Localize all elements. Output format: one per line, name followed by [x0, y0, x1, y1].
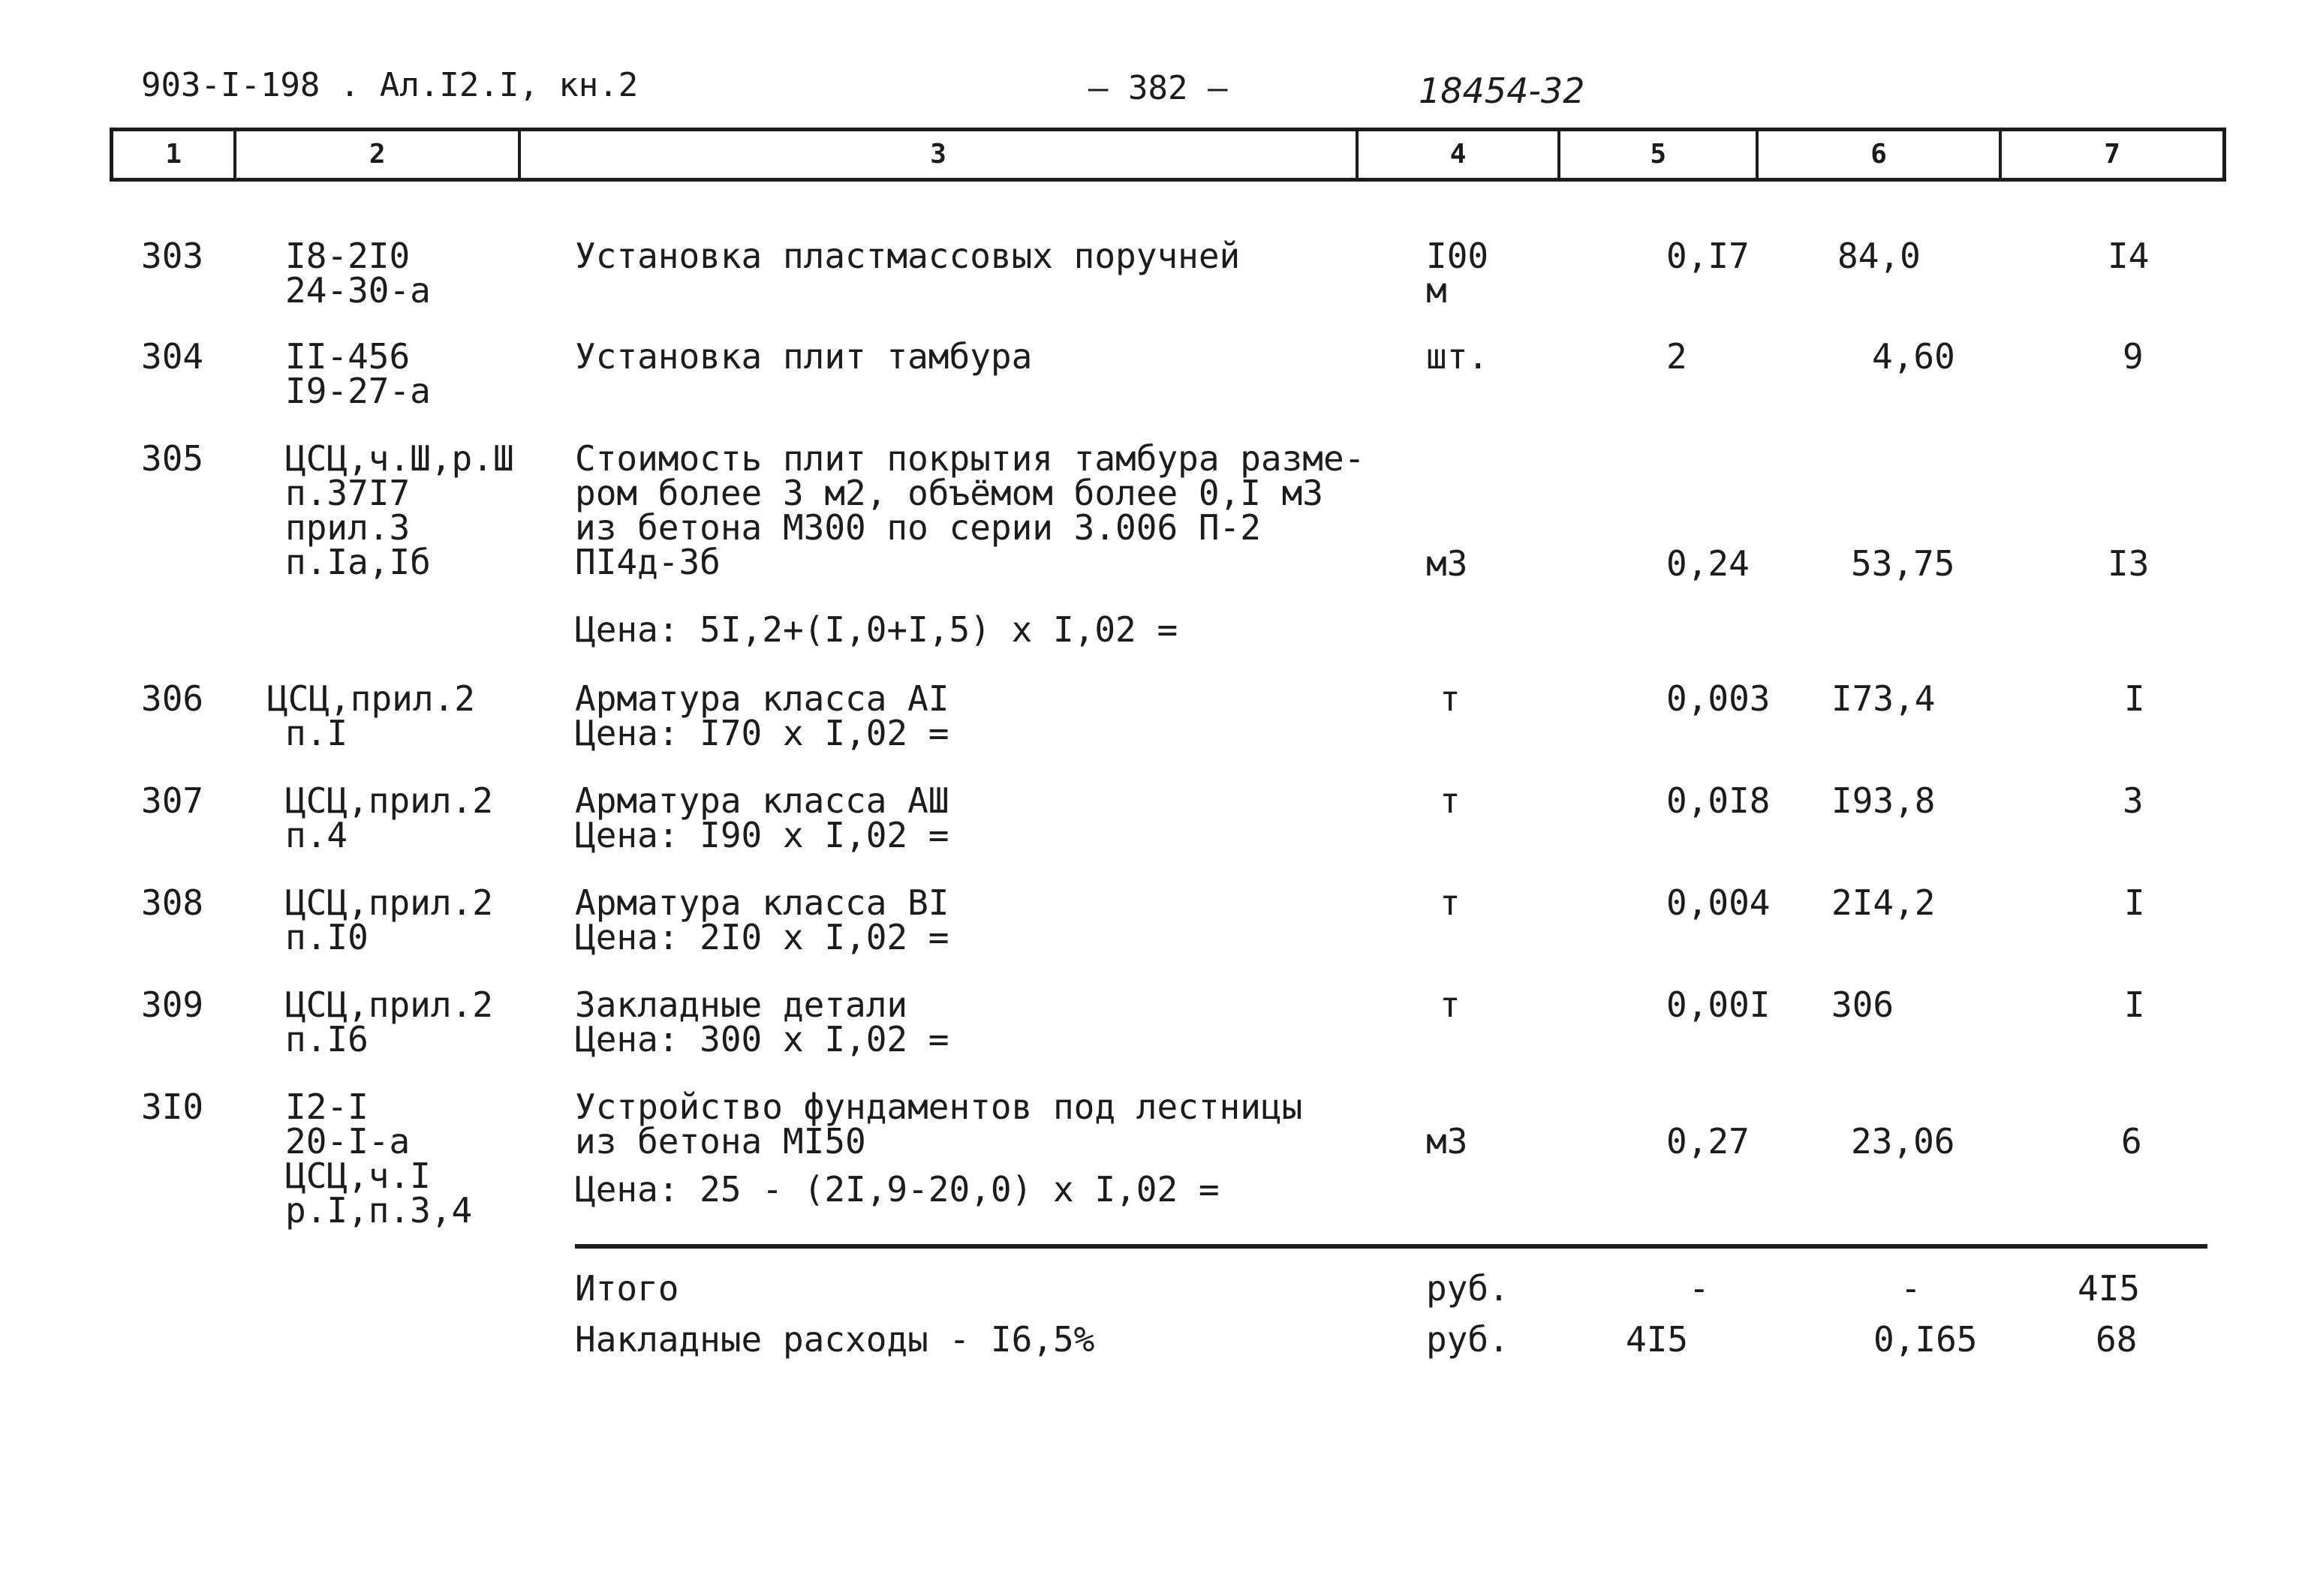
work-description: Арматура класса АШ Цена: I90 х I,02 = — [575, 780, 949, 855]
column-header-row — [110, 128, 2226, 182]
page-number: — 382 — — [1088, 69, 1228, 107]
row-number: 306 — [141, 678, 204, 719]
column-header-7: 7 — [2104, 139, 2120, 170]
row-total: 6 — [2121, 1121, 2142, 1162]
normative-code: ЦСЦ,прил.2 п.I — [267, 678, 475, 753]
row-total: I4 — [2108, 236, 2150, 276]
row-total: I3 — [2108, 543, 2150, 584]
summary-price: 0,I65 — [1873, 1319, 1978, 1360]
normative-code: ЦСЦ,прил.2 п.I6 — [285, 984, 493, 1059]
normative-code: I2-I 20-I-а ЦСЦ,ч.I р.I,п.3,4 — [285, 1087, 473, 1231]
row-number: 308 — [141, 882, 204, 923]
row-number: 3I0 — [141, 1087, 204, 1127]
unit-price: 84,0 — [1837, 236, 1921, 276]
summary-quantity: 4I5 — [1626, 1319, 1689, 1360]
summary-label: Итого — [575, 1268, 679, 1309]
normative-code: ЦСЦ,прил.2 п.I0 — [285, 882, 493, 957]
row-total: I — [2124, 984, 2145, 1025]
summary-price: - — [1900, 1268, 1921, 1309]
column-header-5: 5 — [1560, 131, 1759, 178]
row-total: 3 — [2123, 780, 2144, 821]
price-formula: Цена: 25 - (2I,9-20,0) х I,02 = — [575, 1169, 1220, 1210]
row-total: 9 — [2123, 336, 2144, 377]
summary-unit: руб. — [1426, 1319, 1509, 1360]
quantity: 0,24 — [1666, 543, 1750, 584]
unit: I00 м — [1426, 236, 1489, 311]
column-header-4: 4 — [1359, 131, 1560, 178]
unit-price: 53,75 — [1851, 543, 1955, 584]
unit: т — [1440, 882, 1461, 923]
unit-price: 2I4,2 — [1831, 882, 1936, 923]
unit: м3 — [1426, 543, 1468, 584]
quantity: 0,004 — [1666, 882, 1771, 923]
column-header-1: 1 — [113, 131, 236, 178]
unit-price: 23,06 — [1851, 1121, 1955, 1162]
unit: т — [1440, 678, 1461, 719]
summary-label: Накладные расходы - I6,5% — [575, 1319, 1095, 1360]
row-number: 304 — [141, 336, 204, 377]
row-total: I — [2124, 882, 2145, 923]
column-header-6: 6 — [1759, 131, 2002, 178]
unit-price: I93,8 — [1831, 780, 1936, 821]
doc-code: 903-I-198 . Ал.I2.I, кн.2 — [141, 66, 639, 104]
unit: м3 — [1426, 1121, 1468, 1162]
work-description: Установка пластмассовых поручней — [575, 236, 1241, 276]
normative-code: ЦСЦ,ч.Ш,р.Ш п.37I7 прил.3 п.Iа,Iб — [285, 438, 514, 582]
unit-price: 4,60 — [1872, 336, 1955, 377]
normative-code: I8-2I0 24-30-а — [285, 236, 431, 311]
work-description: Арматура класса АI Цена: I70 х I,02 = — [575, 678, 949, 753]
quantity: 0,003 — [1666, 678, 1771, 719]
column-header-2: 2 — [236, 131, 521, 178]
work-description: Стоимость плит покрытия тамбура разме- ром более 3 м2, объёмом более 0,I м3 из бетона М300 по серии 3.006 П-2 ПI4д-3б — [575, 438, 1365, 582]
summary-divider — [575, 1244, 2207, 1249]
row-total: I — [2124, 678, 2145, 719]
unit: т — [1440, 984, 1461, 1025]
quantity: 0,27 — [1666, 1121, 1750, 1162]
quantity: 0,I7 — [1666, 236, 1750, 276]
summary-quantity: - — [1689, 1268, 1710, 1309]
unit-price: 306 — [1831, 984, 1894, 1025]
unit: т — [1440, 780, 1461, 821]
row-number: 305 — [141, 438, 204, 479]
row-number: 303 — [141, 236, 204, 276]
work-description: Арматура класса ВI Цена: 2I0 х I,02 = — [575, 882, 949, 957]
quantity: 0,00I — [1666, 984, 1771, 1025]
summary-total: 68 — [2096, 1319, 2138, 1360]
work-description: Установка плит тамбура — [575, 336, 1033, 377]
column-header-3: 3 — [521, 131, 1359, 178]
summary-total: 4I5 — [2078, 1268, 2141, 1309]
row-number: 309 — [141, 984, 204, 1025]
quantity: 2 — [1666, 336, 1687, 377]
normative-code: II-456 I9-27-а — [285, 336, 431, 411]
work-description: Закладные детали Цена: 300 х I,02 = — [575, 984, 949, 1059]
unit: шт. — [1426, 336, 1489, 377]
quantity: 0,0I8 — [1666, 780, 1771, 821]
row-number: 307 — [141, 780, 204, 821]
summary-unit: руб. — [1426, 1268, 1509, 1309]
price-formula: Цена: 5I,2+(I,0+I,5) х I,02 = — [575, 609, 1178, 650]
normative-code: ЦСЦ,прил.2 п.4 — [285, 780, 493, 855]
work-description: Устройство фундаментов под лестницы из бетона МI50 — [575, 1087, 1303, 1162]
unit-price: I73,4 — [1831, 678, 1936, 719]
handwritten-reference: 18454-32 — [1419, 71, 1585, 111]
